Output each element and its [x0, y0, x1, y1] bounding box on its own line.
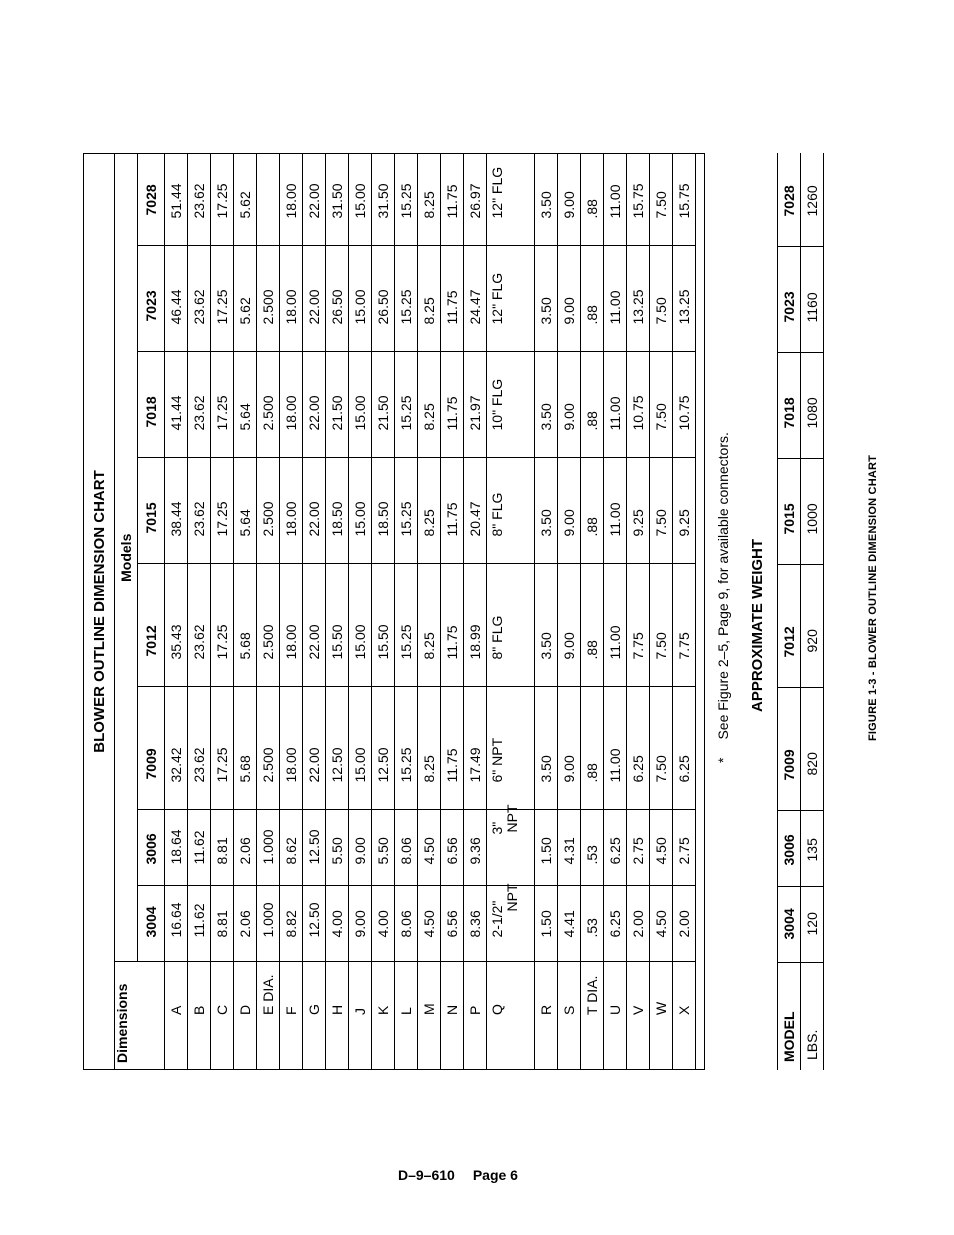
- dimension-value: 11.75: [441, 246, 464, 352]
- dimension-row: [395, 154, 418, 1069]
- dimension-value: 9.00: [349, 810, 372, 886]
- dimension-value: 18.00: [280, 154, 303, 246]
- dimension-value: 2.500: [257, 458, 280, 564]
- dimension-value: 6.25: [627, 687, 650, 810]
- dimension-row: [558, 154, 581, 1069]
- dimension-value: 3.50: [535, 458, 558, 564]
- dimension-value: 9.00: [558, 458, 581, 564]
- dimension-value: 9.00: [558, 246, 581, 352]
- dimension-value: 26.50: [326, 246, 349, 352]
- dimension-value: 22.00: [303, 458, 326, 564]
- dimension-value: 2.00: [627, 886, 650, 962]
- dimension-value: 18.00: [280, 352, 303, 458]
- dimension-value: 11.00: [604, 687, 627, 810]
- dimension-value: 20.47: [464, 458, 487, 564]
- dimension-value: 4.00: [372, 886, 395, 962]
- dimension-value: 7.50: [650, 352, 673, 458]
- dimension-value: 15.00: [349, 154, 372, 246]
- dimension-value: 18.00: [280, 687, 303, 810]
- dimension-label: A: [165, 962, 188, 1069]
- dimension-label: T DIA.: [581, 962, 604, 1069]
- weight-model: 7023: [778, 247, 801, 353]
- dimension-value: 23.62: [188, 154, 211, 246]
- dimension-value: 9.00: [558, 154, 581, 246]
- dimension-value: 22.00: [303, 154, 326, 246]
- dimension-value: 15.75: [673, 154, 696, 246]
- dimension-value: 15.25: [395, 687, 418, 810]
- dimension-value: 1.000: [257, 810, 280, 886]
- figure-caption: FIGURE 1-3 - BLOWER OUTLINE DIMENSION CHART: [867, 454, 879, 741]
- dimension-value: .88: [581, 154, 604, 246]
- dimension-value: 4.31: [558, 810, 581, 886]
- dimension-value: 15.50: [326, 564, 349, 687]
- dimension-value: 8.25: [418, 564, 441, 687]
- dimension-row: [487, 154, 535, 1069]
- dimensions-header: Dimensions: [115, 962, 165, 1069]
- dimension-value: 9.00: [349, 886, 372, 962]
- dimension-value: 1.50: [535, 810, 558, 886]
- dimension-value: 7.50: [650, 154, 673, 246]
- page-number: Page 6: [472, 1167, 518, 1183]
- dimension-value: 11.75: [441, 458, 464, 564]
- dimension-value: 38.44: [165, 458, 188, 564]
- dimension-value: 22.00: [303, 564, 326, 687]
- dimension-row: [211, 154, 234, 1069]
- dimension-value: 6" NPT: [487, 687, 535, 810]
- dimension-value: 8.81: [211, 810, 234, 886]
- dimension-value: 23.62: [188, 246, 211, 352]
- dimension-value: 1.000: [257, 886, 280, 962]
- dimension-value: 5.50: [372, 810, 395, 886]
- dimension-value: 5.62: [234, 246, 257, 352]
- dimension-label: S: [558, 962, 581, 1069]
- weight-table-wrap: [777, 153, 824, 1070]
- dimension-value: 2.00: [673, 886, 696, 962]
- dimension-label: D: [234, 962, 257, 1069]
- dimension-value: 5.68: [234, 687, 257, 810]
- rotated-page-content: [83, 153, 879, 1070]
- dimension-value: 13.25: [627, 246, 650, 352]
- dimension-value: 8.25: [418, 154, 441, 246]
- dimension-label: N: [441, 962, 464, 1069]
- dimension-label: G: [303, 962, 326, 1069]
- dimension-value: 8" FLG: [487, 564, 535, 687]
- dimension-value: 31.50: [326, 154, 349, 246]
- dimension-value: 2.500: [257, 352, 280, 458]
- dimension-value: 8.25: [418, 352, 441, 458]
- footnote-text: See Figure 2–5, Page 9, for available connectors.: [715, 432, 731, 740]
- dimension-row: [326, 154, 349, 1069]
- dimension-value: 15.25: [395, 458, 418, 564]
- dimension-value: 26.97: [464, 154, 487, 246]
- dimension-value: 16.64: [165, 886, 188, 962]
- dimension-value: 15.25: [395, 564, 418, 687]
- dimension-value: 21.50: [326, 352, 349, 458]
- dimension-value-line1: 3": [489, 821, 505, 835]
- dimension-value: 22.00: [303, 687, 326, 810]
- dimension-row: [418, 154, 441, 1069]
- model-header: 7018: [138, 352, 165, 458]
- dimension-value: 17.25: [211, 154, 234, 246]
- model-header: 7023: [138, 246, 165, 352]
- dimension-value: 3.50: [535, 154, 558, 246]
- dimension-value: 23.62: [188, 687, 211, 810]
- dimension-value: 7.50: [650, 564, 673, 687]
- weight-model: 3004: [778, 887, 801, 963]
- dimension-value: 12.50: [372, 687, 395, 810]
- dimension-value: 6.25: [604, 810, 627, 886]
- dimension-value: 8.82: [280, 886, 303, 962]
- dimension-value: 21.97: [464, 352, 487, 458]
- dimension-value: 11.75: [441, 352, 464, 458]
- dimension-row: [535, 154, 558, 1069]
- dimension-value: 6.56: [441, 886, 464, 962]
- dimension-value: 3.50: [535, 687, 558, 810]
- chart-title: BLOWER OUTLINE DIMENSION CHART: [84, 154, 115, 1069]
- dimension-row: [464, 154, 487, 1069]
- dimension-value: 6.25: [604, 886, 627, 962]
- dimension-value: .88: [581, 687, 604, 810]
- dimension-row: [581, 154, 604, 1069]
- dimension-value: 21.50: [372, 352, 395, 458]
- dimension-value: 46.44: [165, 246, 188, 352]
- dimension-value: 11.00: [604, 564, 627, 687]
- weight-value: 1000: [801, 459, 824, 565]
- dimension-value: 5.64: [234, 352, 257, 458]
- footnote-star: *: [715, 757, 731, 763]
- dimension-value: 5.68: [234, 564, 257, 687]
- dimension-value: 15.00: [349, 458, 372, 564]
- dimension-value: 18.50: [372, 458, 395, 564]
- dimension-value: 3.50: [535, 352, 558, 458]
- dimension-value: 3.50: [535, 564, 558, 687]
- dimension-label: M: [418, 962, 441, 1069]
- dimension-value: 7.50: [650, 458, 673, 564]
- dimension-value: 2.75: [673, 810, 696, 886]
- weight-value: 135: [801, 811, 824, 887]
- dimension-value: 4.41: [558, 886, 581, 962]
- dimension-row: [257, 154, 280, 1069]
- dimension-row: [303, 154, 326, 1069]
- dimension-value: 5.50: [326, 810, 349, 886]
- dimension-value: 2.06: [234, 886, 257, 962]
- dimension-value: 9.25: [673, 458, 696, 564]
- dimension-value: 23.62: [188, 352, 211, 458]
- dimension-label: K: [372, 962, 395, 1069]
- dimension-label: Q: [487, 962, 535, 1069]
- dimension-value: 2.500: [257, 687, 280, 810]
- dimension-value: 10" FLG: [487, 352, 535, 458]
- dimension-value: 17.25: [211, 564, 234, 687]
- dimension-value: [257, 154, 280, 246]
- dimension-value: 15.00: [349, 564, 372, 687]
- dimension-value: 9.00: [558, 564, 581, 687]
- dimension-row: [604, 154, 627, 1069]
- dimension-value: 15.25: [395, 352, 418, 458]
- dimension-value: [487, 804, 535, 886]
- dimension-label: C: [211, 962, 234, 1069]
- dimension-value: 7.75: [673, 564, 696, 687]
- dimension-value: 6.56: [441, 810, 464, 886]
- dimension-value: 9.36: [464, 810, 487, 886]
- dimension-value-line2: NPT: [504, 804, 520, 833]
- dimension-value: 4.00: [326, 886, 349, 962]
- dimension-value: 10.75: [627, 352, 650, 458]
- dimension-value: .53: [581, 810, 604, 886]
- dimension-row: [280, 154, 303, 1069]
- dimension-value: 12" FLG: [487, 246, 535, 352]
- dimension-label: V: [627, 962, 650, 1069]
- dimension-row: [349, 154, 372, 1069]
- dimension-value: 11.00: [604, 458, 627, 564]
- dimension-value: 18.00: [280, 246, 303, 352]
- model-header: 3004: [138, 886, 165, 962]
- dimension-value: 4.50: [650, 886, 673, 962]
- dimension-value: 17.25: [211, 458, 234, 564]
- dimension-value: 17.25: [211, 352, 234, 458]
- dimension-row: [372, 154, 395, 1069]
- weight-value: 820: [801, 688, 824, 811]
- dimension-value: .88: [581, 564, 604, 687]
- dimension-value: 2.500: [257, 564, 280, 687]
- dimension-value: 22.00: [303, 246, 326, 352]
- weight-table: [777, 153, 824, 1070]
- dimension-value-line2: NPT: [504, 883, 520, 912]
- dimension-value: 8.06: [395, 886, 418, 962]
- dimension-value: 8.62: [280, 810, 303, 886]
- dimension-value: 11.00: [604, 352, 627, 458]
- weight-model: 7015: [778, 459, 801, 565]
- dimension-value: .88: [581, 352, 604, 458]
- dimension-value: 8" FLG: [487, 458, 535, 564]
- dimension-row: [627, 154, 650, 1069]
- dimension-value: 15.25: [395, 246, 418, 352]
- weight-value: 1260: [801, 153, 824, 247]
- dimension-value: 32.42: [165, 687, 188, 810]
- doc-id: D–9–610: [398, 1167, 455, 1183]
- dimension-value: 7.50: [650, 246, 673, 352]
- dimension-value: 11.75: [441, 154, 464, 246]
- dimension-value: 26.50: [372, 246, 395, 352]
- dimension-value: 18.00: [280, 458, 303, 564]
- dimension-value: 15.50: [372, 564, 395, 687]
- dimension-value: 12.50: [303, 886, 326, 962]
- dimension-value: .53: [581, 886, 604, 962]
- dimension-value: 17.25: [211, 246, 234, 352]
- dimension-value: 2.75: [627, 810, 650, 886]
- weight-title: APPROXIMATE WEIGHT: [749, 538, 766, 712]
- dimension-value: 9.00: [558, 352, 581, 458]
- dimension-value: 18.99: [464, 564, 487, 687]
- dimension-value: 2.06: [234, 810, 257, 886]
- dimension-row: [165, 154, 188, 1069]
- dimension-value: 3.50: [535, 246, 558, 352]
- weight-value: 920: [801, 565, 824, 688]
- weight-model: 7028: [778, 153, 801, 247]
- dimension-value: 4.50: [418, 886, 441, 962]
- weight-model-header: MODEL: [778, 963, 801, 1070]
- dimension-value: 11.00: [604, 154, 627, 246]
- dimension-row: [188, 154, 211, 1069]
- model-header: 7028: [138, 154, 165, 246]
- dimension-value: 31.50: [372, 154, 395, 246]
- dimension-value: 23.62: [188, 458, 211, 564]
- dimension-value: 18.50: [326, 458, 349, 564]
- models-header: Models: [115, 154, 138, 962]
- dimension-value: 23.62: [188, 564, 211, 687]
- dimension-value: 7.75: [627, 564, 650, 687]
- footnote: [715, 432, 731, 763]
- dimension-label: E DIA.: [257, 962, 280, 1069]
- dimension-value: 5.62: [234, 154, 257, 246]
- dimension-value: 7.50: [650, 687, 673, 810]
- dimension-value: 4.50: [418, 810, 441, 886]
- dimension-value: 1.50: [535, 886, 558, 962]
- weight-lbs-label: LBS.: [801, 963, 824, 1070]
- dimension-value: 8.81: [211, 886, 234, 962]
- dimension-value: 11.62: [188, 886, 211, 962]
- dimension-chart: [83, 153, 705, 1070]
- dimension-value: 11.75: [441, 687, 464, 810]
- dimension-label: F: [280, 962, 303, 1069]
- dimension-value: 17.25: [211, 687, 234, 810]
- dimension-value: .88: [581, 458, 604, 564]
- dimension-value: 15.00: [349, 687, 372, 810]
- dimension-value: 11.62: [188, 810, 211, 886]
- dimension-row: [234, 154, 257, 1069]
- dimension-row: [673, 154, 696, 1069]
- dimension-value: 5.64: [234, 458, 257, 564]
- dimension-row: [650, 154, 673, 1069]
- dimension-value: 8.25: [418, 246, 441, 352]
- dimension-value: 13.25: [673, 246, 696, 352]
- dimension-value: 12" FLG: [487, 154, 535, 246]
- weight-value: 1080: [801, 353, 824, 459]
- dimension-value: 10.75: [673, 352, 696, 458]
- dimension-value: 9.00: [558, 687, 581, 810]
- dimension-value: 41.44: [165, 352, 188, 458]
- weight-model: 7012: [778, 565, 801, 688]
- dimension-value: 8.06: [395, 810, 418, 886]
- dimension-value: 15.00: [349, 352, 372, 458]
- weight-value: 120: [801, 887, 824, 963]
- dimension-value: 15.00: [349, 246, 372, 352]
- dimension-label: R: [535, 962, 558, 1069]
- dimension-value: 2.500: [257, 246, 280, 352]
- dimension-label: B: [188, 962, 211, 1069]
- dimension-value: 12.50: [303, 810, 326, 886]
- dimension-value: 11.00: [604, 246, 627, 352]
- dimension-value: 9.25: [627, 458, 650, 564]
- weight-model: 7018: [778, 353, 801, 459]
- dimension-value: 51.44: [165, 154, 188, 246]
- dimension-value: 18.64: [165, 810, 188, 886]
- dimension-value-line1: 2-1/2": [489, 900, 505, 938]
- dimension-value: 18.00: [280, 564, 303, 687]
- model-header: 3006: [138, 810, 165, 886]
- dimension-value: 11.75: [441, 564, 464, 687]
- weight-model: 3006: [778, 811, 801, 887]
- dimension-label: H: [326, 962, 349, 1069]
- dimension-value: 17.49: [464, 687, 487, 810]
- dimension-value: .88: [581, 246, 604, 352]
- dimension-value: 8.25: [418, 458, 441, 564]
- dimension-value: 12.50: [326, 687, 349, 810]
- dimension-rows: [165, 154, 696, 1069]
- page-footer: [398, 1167, 518, 1183]
- dimension-value: 6.25: [673, 687, 696, 810]
- dimension-value: 8.36: [464, 886, 487, 962]
- dimension-value: 15.25: [395, 154, 418, 246]
- dimension-label: L: [395, 962, 418, 1069]
- dimension-label: P: [464, 962, 487, 1069]
- dimension-label: W: [650, 962, 673, 1069]
- dimension-value: 22.00: [303, 352, 326, 458]
- dimension-value: 24.47: [464, 246, 487, 352]
- dimension-value: 35.43: [165, 564, 188, 687]
- dimension-value: 8.25: [418, 687, 441, 810]
- dimension-table: [84, 154, 696, 1069]
- dimension-value: 15.75: [627, 154, 650, 246]
- weight-value: 1160: [801, 247, 824, 353]
- dimension-value: [487, 883, 535, 962]
- dimension-label: J: [349, 962, 372, 1069]
- model-header: 7009: [138, 687, 165, 810]
- model-header: 7012: [138, 564, 165, 687]
- weight-model: 7009: [778, 688, 801, 811]
- model-header: 7015: [138, 458, 165, 564]
- dimension-value: 4.50: [650, 810, 673, 886]
- dimension-label: U: [604, 962, 627, 1069]
- dimension-label: X: [673, 962, 696, 1069]
- dimension-row: [441, 154, 464, 1069]
